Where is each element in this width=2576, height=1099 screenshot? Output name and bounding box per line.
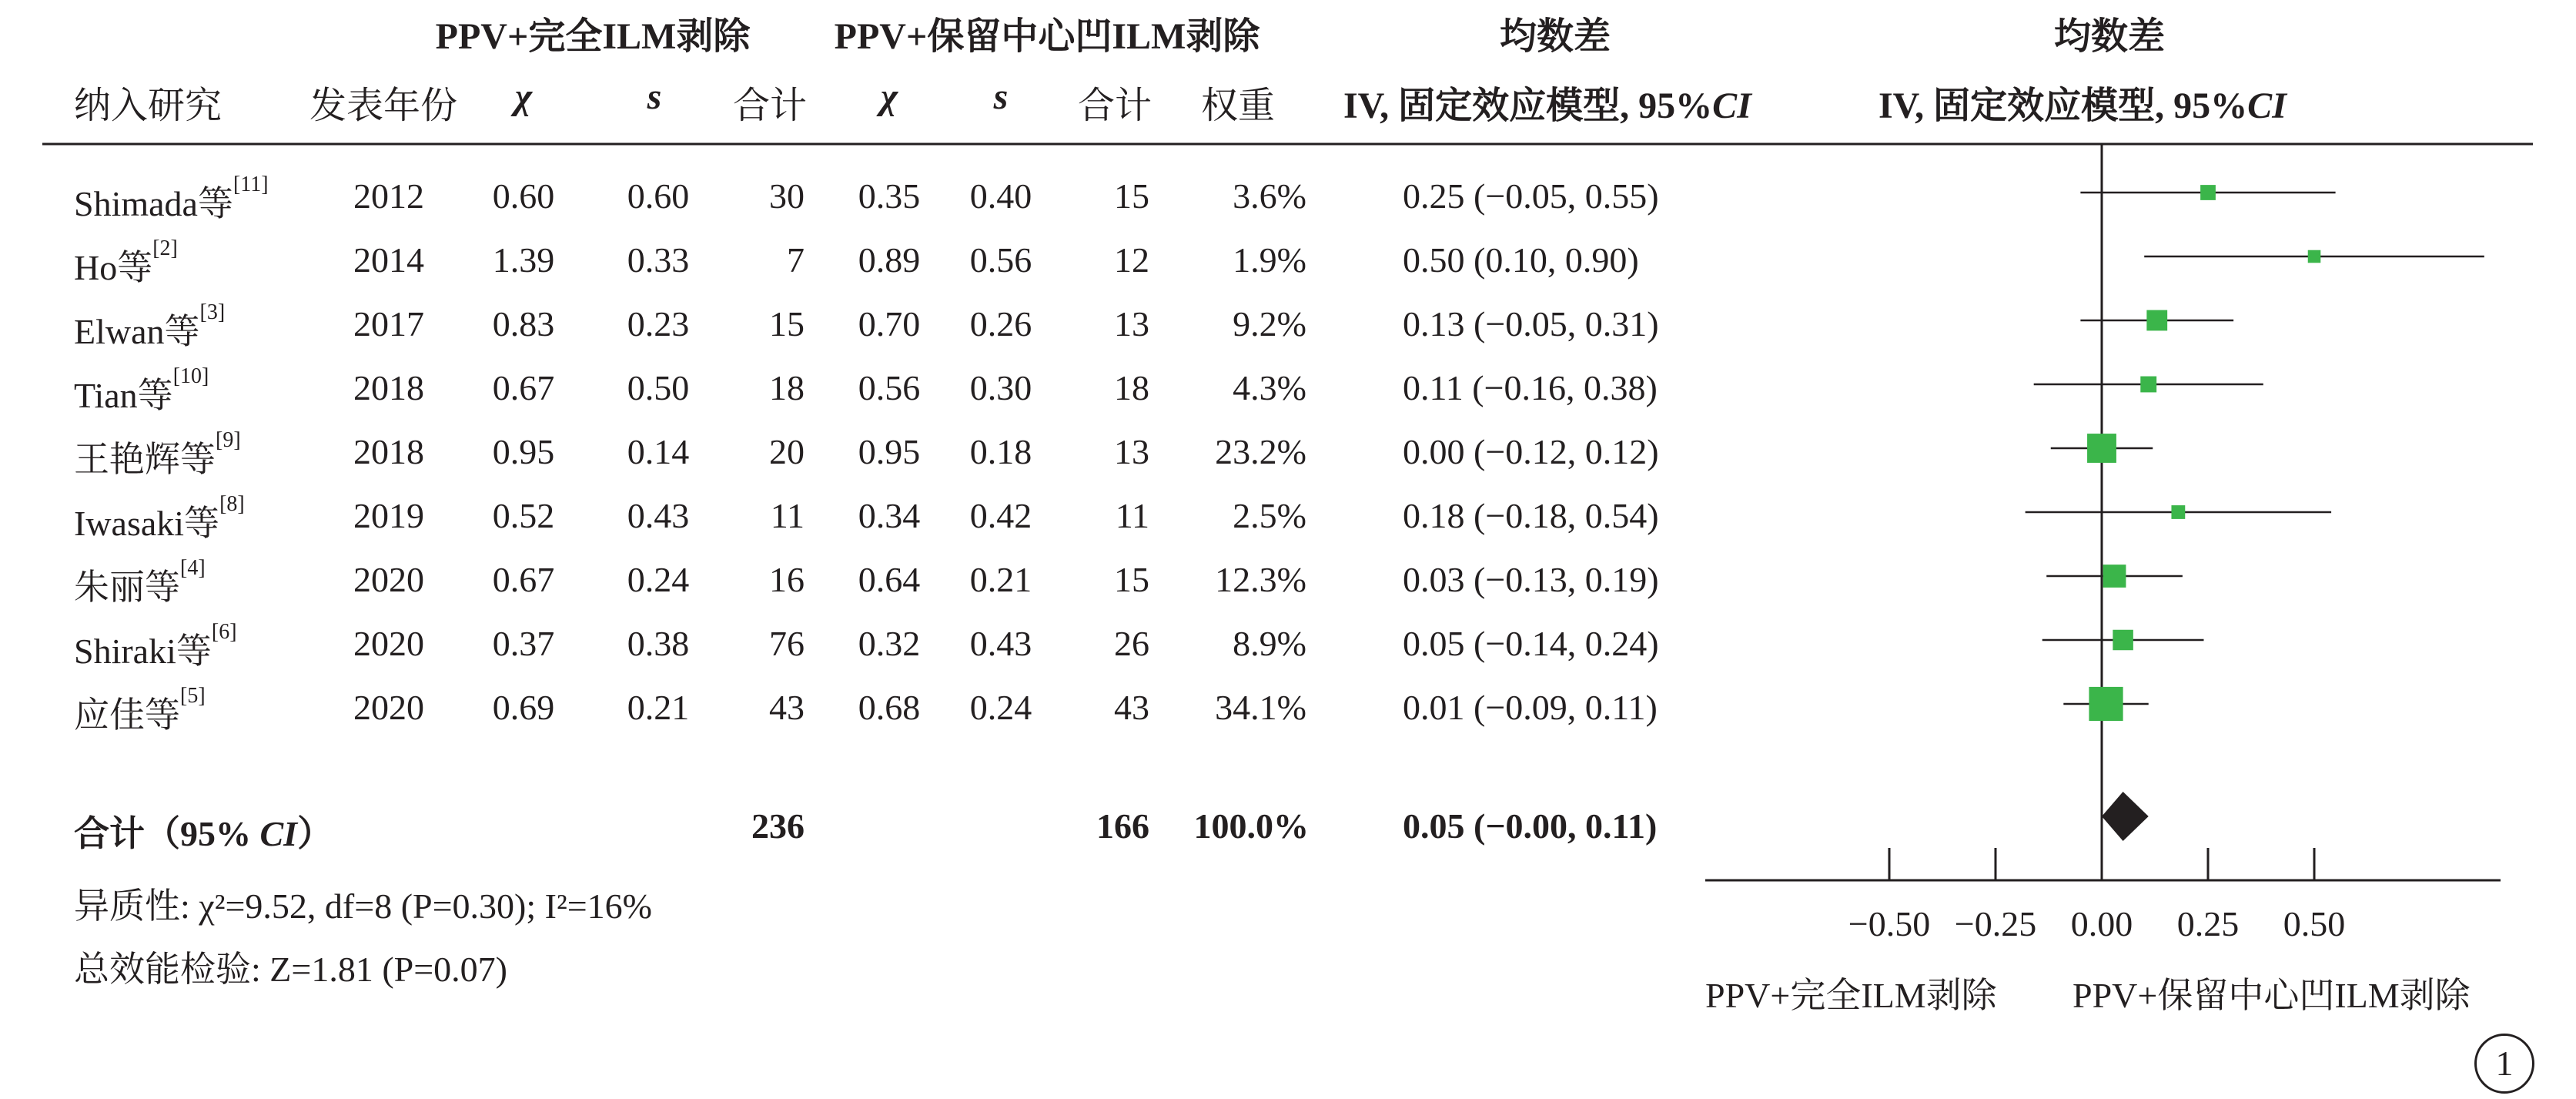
total-weight: 100.0%	[1193, 806, 1309, 846]
study-mean1: 1.39	[492, 240, 555, 280]
study-marker	[2308, 250, 2321, 263]
study-ci: 0.50 (0.10, 0.90)	[1403, 240, 1639, 280]
study-total2: 13	[1114, 432, 1149, 471]
x-tick-label: 0.25	[2176, 904, 2240, 943]
study-reference: [2]	[152, 236, 178, 260]
study-sd1: 0.14	[627, 432, 690, 471]
study-mean2: 0.89	[858, 240, 921, 280]
study-marker	[2200, 185, 2216, 200]
study-ci: 0.25 (−0.05, 0.55)	[1403, 176, 1659, 216]
method-header-right-ci: CI	[2247, 85, 2287, 126]
study-mean2: 0.32	[858, 624, 921, 663]
total1-column-header: 合计	[733, 85, 808, 126]
study-sd2: 0.42	[969, 496, 1032, 535]
study-ci: 0.01 (−0.09, 0.11)	[1403, 688, 1658, 727]
study-reference: [4]	[180, 556, 206, 580]
study-sd2: 0.18	[969, 432, 1032, 471]
study-total1: 16	[769, 560, 805, 599]
study-sd2: 0.26	[969, 304, 1032, 343]
study-ci: 0.05 (−0.14, 0.24)	[1403, 624, 1659, 663]
study-total1: 18	[769, 368, 805, 407]
study-name-text: 朱丽等	[74, 568, 180, 607]
study-ci: 0.11 (−0.16, 0.38)	[1403, 368, 1658, 407]
study-mean1: 0.37	[492, 624, 555, 663]
study-total2: 18	[1114, 368, 1149, 407]
total-label-ci: CI	[259, 814, 298, 853]
study-weight: 1.9%	[1233, 240, 1306, 280]
study-sd1: 0.50	[627, 368, 690, 407]
study-reference: [8]	[219, 492, 245, 516]
pooled-diamond	[2102, 792, 2149, 841]
study-year: 2017	[353, 304, 424, 343]
study-name-text: Shiraki等	[74, 632, 212, 671]
study-sd2: 0.24	[969, 688, 1032, 727]
overall-effect-note: 总效能检验: Z=1.81 (P=0.07)	[74, 950, 507, 989]
axis-left-label: PPV+完全ILM剥除	[1705, 976, 1997, 1015]
study-sd2: 0.43	[969, 624, 1032, 663]
study-total2: 15	[1114, 560, 1149, 599]
study-marker	[2146, 310, 2167, 331]
study-mean1: 0.69	[492, 688, 555, 727]
study-name-text: Tian等	[74, 376, 173, 415]
x-tick-label: −0.25	[1954, 904, 2037, 943]
study-name-text: 王艳辉等	[74, 440, 216, 479]
study-marker	[2087, 434, 2116, 463]
year-column-header: 发表年份	[309, 85, 458, 126]
total-n2: 166	[1096, 806, 1149, 846]
study-year: 2020	[353, 624, 424, 663]
total-n1: 236	[751, 806, 805, 846]
group1-header: PPV+完全ILM剥除	[435, 16, 751, 57]
x-tick-label: −0.50	[1848, 904, 1931, 943]
study-mean2: 0.34	[858, 496, 921, 535]
study-name-text: Ho等	[74, 248, 153, 287]
study-mean2: 0.56	[858, 368, 921, 407]
x-tick-label: 0.50	[2283, 904, 2346, 943]
study-mean1: 0.52	[492, 496, 555, 535]
study-total2: 26	[1114, 624, 1149, 663]
study-total1: 15	[769, 304, 805, 343]
study-mean1: 0.67	[492, 560, 555, 599]
study-sd2: 0.21	[969, 560, 1032, 599]
x-tick-label: 0.00	[2070, 904, 2133, 943]
study-ci: 0.18 (−0.18, 0.54)	[1403, 496, 1659, 535]
study-sd1: 0.60	[627, 176, 690, 216]
study-sd2: 0.56	[969, 240, 1032, 280]
study-total1: 20	[769, 432, 805, 471]
study-sd1: 0.23	[627, 304, 690, 343]
study-marker	[2140, 377, 2156, 393]
sd2-column-header: s	[993, 76, 1009, 117]
study-mean2: 0.68	[858, 688, 921, 727]
study-weight: 34.1%	[1215, 688, 1306, 727]
study-weight: 23.2%	[1215, 432, 1306, 471]
method-header-left-text: IV, 固定效应模型, 95%	[1343, 85, 1713, 126]
study-mean1: 0.60	[492, 176, 555, 216]
study-total1: 43	[769, 688, 805, 727]
study-reference: [3]	[199, 300, 226, 324]
study-weight: 3.6%	[1233, 176, 1306, 216]
study-weight: 9.2%	[1233, 304, 1306, 343]
study-marker	[2113, 630, 2133, 650]
total-label-close: ）	[297, 814, 333, 853]
study-name-text: Shimada等	[74, 184, 233, 223]
study-reference: [10]	[172, 364, 209, 388]
study-year: 2014	[353, 240, 424, 280]
study-mean2: 0.64	[858, 560, 921, 599]
study-mean2: 0.95	[858, 432, 921, 471]
study-sd1: 0.38	[627, 624, 690, 663]
study-year: 2020	[353, 688, 424, 727]
heterogeneity-note: 异质性: χ²=9.52, df=8 (P=0.30); I²=16%	[74, 886, 653, 926]
study-total1: 11	[770, 496, 805, 535]
total-ci: 0.05 (−0.00, 0.11)	[1403, 806, 1658, 846]
study-column-header: 纳入研究	[74, 85, 222, 126]
study-weight: 12.3%	[1215, 560, 1306, 599]
study-total2: 11	[1115, 496, 1149, 535]
study-ci: 0.00 (−0.12, 0.12)	[1403, 432, 1659, 471]
study-mean1: 0.95	[492, 432, 555, 471]
study-year: 2018	[353, 432, 424, 471]
study-reference: [6]	[211, 620, 237, 644]
study-mean1: 0.67	[492, 368, 555, 407]
study-year: 2018	[353, 368, 424, 407]
study-year: 2012	[353, 176, 424, 216]
study-name-text: Iwasaki等	[74, 504, 220, 543]
study-total1: 76	[769, 624, 805, 663]
study-mean1: 0.83	[492, 304, 555, 343]
study-ci: 0.13 (−0.05, 0.31)	[1403, 304, 1659, 343]
total2-column-header: 合计	[1078, 85, 1153, 126]
study-sd2: 0.40	[969, 176, 1032, 216]
study-sd1: 0.21	[627, 688, 690, 727]
study-weight: 4.3%	[1233, 368, 1306, 407]
study-reference: [9]	[216, 428, 241, 452]
mean1-column-header: χ	[514, 76, 533, 117]
study-marker	[2103, 565, 2126, 588]
method-header-right-text: IV, 固定效应模型, 95%	[1878, 85, 2248, 126]
mean-difference-header-right: 均数差	[2053, 16, 2165, 57]
group2-header: PPV+保留中心凹ILM剥除	[834, 16, 1260, 57]
study-mean2: 0.70	[858, 304, 921, 343]
study-total2: 13	[1114, 304, 1149, 343]
study-total2: 12	[1114, 240, 1149, 280]
axis-right-label: PPV+保留中心凹ILM剥除	[2073, 976, 2471, 1015]
study-total2: 15	[1114, 176, 1149, 216]
study-total2: 43	[1114, 688, 1149, 727]
study-reference: [5]	[180, 684, 206, 708]
study-year: 2020	[353, 560, 424, 599]
study-mean2: 0.35	[858, 176, 921, 216]
study-sd1: 0.43	[627, 496, 690, 535]
study-sd1: 0.33	[627, 240, 690, 280]
study-ci: 0.03 (−0.13, 0.19)	[1403, 560, 1659, 599]
study-sd1: 0.24	[627, 560, 690, 599]
study-weight: 8.9%	[1233, 624, 1306, 663]
study-total1: 7	[787, 240, 805, 280]
study-name-text: 应佳等	[74, 695, 180, 735]
mean-difference-header-left: 均数差	[1499, 16, 1611, 57]
study-reference: [11]	[233, 173, 269, 196]
study-sd2: 0.30	[969, 368, 1032, 407]
study-marker	[2089, 687, 2123, 721]
study-weight: 2.5%	[1233, 496, 1306, 535]
panel-number-badge: 1	[2474, 1034, 2534, 1094]
study-year: 2019	[353, 496, 424, 535]
total-label-text: 合计（95%	[74, 814, 251, 853]
mean2-column-header: χ	[880, 76, 898, 117]
sd1-column-header: s	[647, 76, 662, 117]
method-header-left-ci: CI	[1712, 85, 1751, 126]
study-name-text: Elwan等	[74, 312, 200, 351]
study-total1: 30	[769, 176, 805, 216]
study-marker	[2171, 505, 2185, 519]
weight-column-header: 权重	[1201, 85, 1276, 126]
